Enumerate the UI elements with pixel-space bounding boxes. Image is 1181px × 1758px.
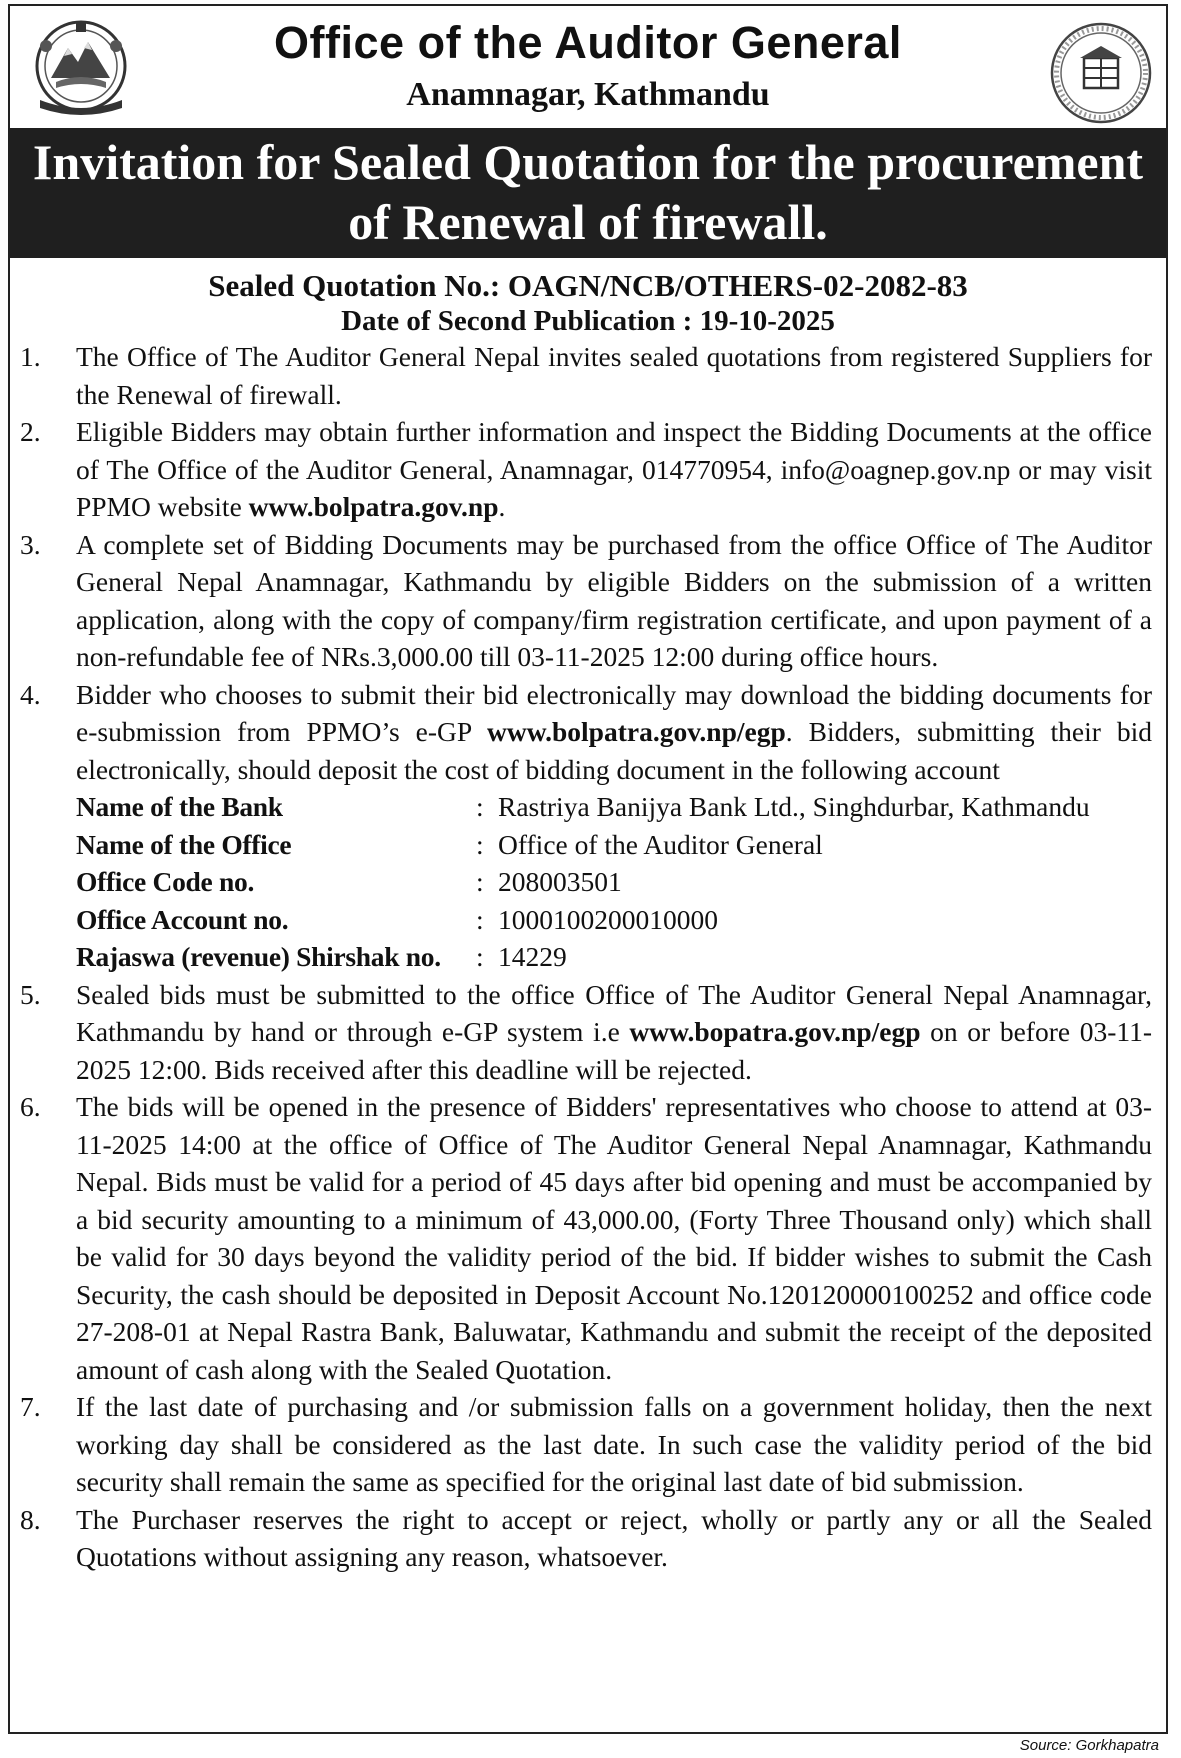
separator: : [476,941,484,972]
bank-label: Rajaswa (revenue) Shirshak no. [76,941,441,972]
clause-text: The Purchaser reserves the right to accept or reject, wholly or partly any or all the Sealed Quotations without assigning any reason, whatsoever. [76,1503,1152,1572]
banner-line-1: Invitation for Sealed Quotation for the procurement [32,134,1144,190]
clause-number: 3. [20,528,41,560]
clause-7 [20,1388,1152,1501]
clause-text: The Office of The Auditor General Nepal invites sealed quotations from registered Suppliers for the Renewal of firewall. [76,341,1152,410]
clause-text: Sealed bids must be submitted to the office Office of The Auditor General Nepal Anamnagar, Kathmandu by hand or through e-GP system i.e www.bopatra.gov.np/egp on or before 03-11-2025 12:00. Bids received after this deadline will be rejected. [76,978,1152,1085]
bank-row [76,826,1152,864]
quotation-number: Sealed Quotation No.: OAGN/NCB/OTHERS-02-2082-83 [208,268,968,303]
clause-2 [20,413,1152,526]
clause-number: 8. [20,1503,41,1535]
bank-details-table [76,788,1152,976]
clause-number: 7. [20,1391,41,1422]
clause-text: If the last date of purchasing and /or submission falls on a government holiday, then the next working day shall be considered as the last date. In such case the validity period of the bid security shall remain the same as specified for the original last date of bid submission. [76,1391,1152,1497]
clause-text: Eligible Bidders may obtain further information and inspect the Bidding Documents at the office of The Office of the Auditor General, Anamnagar, 014770954, info@oagnep.gov.np or may visit PPMO website www.bolpatra.gov.np. [76,416,1152,522]
bank-label: Name of the Office [76,828,292,860]
notice-header [10,6,1166,128]
title-banner [10,128,1166,258]
bank-label: Office Account no. [76,903,289,935]
egp-system-link[interactable]: www.bopatra.gov.np/egp [629,1016,921,1047]
egp-link[interactable]: www.bolpatra.gov.np/egp [487,716,786,747]
bank-value: Rastriya Banijya Bank Ltd., Singhdurbar, Kathmandu [498,791,1090,822]
clause-number: 2. [20,416,41,447]
publication-date: Date of Second Publication : 19-10-2025 [341,305,835,337]
clause-8 [20,1501,1152,1576]
separator: : [476,828,484,860]
clause-6 [20,1088,1152,1388]
bank-row [76,788,1152,826]
clause-1 [20,338,1152,413]
clause-5 [20,976,1152,1089]
banner-line-2: of Renewal of firewall. [348,194,828,250]
clause-number: 6. [20,1091,41,1122]
clause-4 [20,676,1152,976]
separator: : [476,866,484,897]
notice-frame [8,4,1168,1734]
bank-label: Name of the Bank [76,791,283,822]
oag-seal-icon [1048,20,1154,126]
clause-3 [20,526,1152,676]
bank-value: 14229 [498,941,567,972]
org-subtitle: Anamnagar, Kathmandu [406,76,770,113]
ppmo-website-link[interactable]: www.bolpatra.gov.np [248,491,499,522]
clause-text: The bids will be opened in the presence of Bidders' representatives who choose to attend at 03-11-2025 14:00 at the office of Office of The Auditor General Nepal Anamnagar, Kathmandu Nepal. Bids must be valid for a period of 45 days after bid opening and must be accompanied by a bid security amounting to a minimum of 43,000.00, (Forty Three Thousand only) which shall be valid for 30 days beyond the validity period of the bid. If bidder wishes to submit the Cash Security, the cash should be deposited in Deposit Account No.120120000100252 and office code 27-208-01 at Nepal Rastra Bank, Baluwatar, Kathmandu and submit the receipt of the deposited amount of cash along with the Sealed Quotation. [76,1091,1152,1385]
separator: : [476,791,484,822]
clause-list [10,338,1166,1576]
clause-text: A complete set of Bidding Documents may be purchased from the office Office of The Auditor General Nepal Anamnagar, Kathmandu by eligible Bidders on the submission of a written application, along with the copy of company/firm registration certificate, and upon payment of a non-refundable fee of NRs.3,000.00 till 03-11-2025 12:00 during office hours. [76,528,1152,672]
clause-number: 5. [20,978,41,1010]
clause-number: 4. [20,678,41,710]
bank-row [76,938,1152,976]
org-title: Office of the Auditor General [274,17,902,68]
clause-text: Bidder who chooses to submit their bid electronically may download the bidding documents for e-submission from PPMO’s e-GP www.bolpatra.gov.np/egp. Bidders, submitting their bid electronically, should deposit the cost of bidding document in the following account Name of the Bank : Rastriya Banijya Bank Ltd., Singhdurbar, Kathmandu Name of the Office : Office of the Auditor General Office Code no. : 208003501 Office Account no. : 1000100200010000 Rajaswa (revenue) Shirshak no. : 14229 [76,676,1152,976]
bank-value: Office of the Auditor General [498,828,823,860]
bank-value: 208003501 [498,866,622,897]
source-credit: Source: Gorkhapatra [1019,1737,1159,1754]
bank-row [76,863,1152,901]
separator: : [476,903,484,935]
bank-row [76,901,1152,939]
clause-number: 1. [20,341,41,372]
bank-value: 1000100200010000 [498,903,718,935]
bank-label: Office Code no. [76,866,255,897]
